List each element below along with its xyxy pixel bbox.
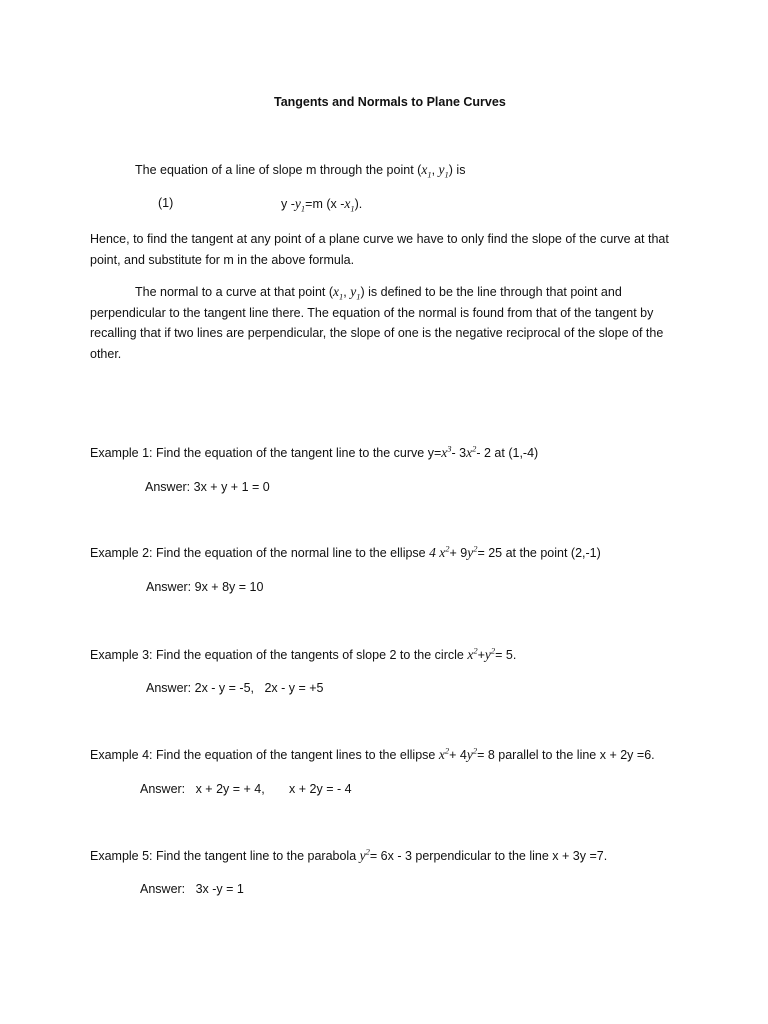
hence-paragraph: Hence, to find the tangent at any point of a plane curve we have to only find the slope of the curve at that point, and substitute for m in the above formula. — [90, 232, 669, 267]
example-2-answer: Answer: 9x + 8y = 10 — [146, 580, 264, 594]
example-3-question: Example 3: Find the equation of the tangents of slope 2 to the circle $x^2+y^2= 5$. — [90, 645, 517, 662]
example-1-answer: Answer: 3x + y + 1 = 0 — [145, 480, 270, 494]
page-title: Tangents and Normals to Plane Curves — [274, 95, 506, 109]
intro-point-close: ) — [448, 163, 453, 177]
example-5-question: Example 5: Find the tangent line to the parabola $y^2= 6x - 3$ perpendicular to the line x + 3y =7. — [90, 846, 608, 863]
normal-paragraph: The normal to a curve at that point ($x_1$, $y_1$) is defined to be the line through that point and perpendicular to the tangent line there. The equation of the normal is found from that of the tangent by recalling that if two lines are perpendicular, the slope of one is the negative reciprocal of the slope of the other. — [90, 284, 664, 361]
example-4-answer: Answer: x + 2y = + 4, x + 2y = - 4 — [140, 782, 352, 796]
intro-x1: $x_1$ — [421, 162, 432, 180]
formula-equation: y $-y_1=m$ (x $-x_1$). — [281, 196, 363, 214]
formula-number: (1) — [158, 196, 174, 210]
intro-point-open: ( — [417, 163, 422, 177]
formula-y1: $y_1$ — [294, 196, 306, 214]
example-1-question: Example 1: Find the equation of the tangent line to the curve $y=x^3-$ $3x^2-$ 2 at (1,-4) — [90, 443, 539, 460]
intro-comma: , — [431, 163, 439, 177]
example-4-question: Example 4: Find the equation of the tangent lines to the ellipse $x^2+ 4y^2= 8$ parallel to the line x + 2y =6. — [90, 745, 655, 762]
intro-line — [135, 162, 466, 180]
example-2-question: Example 2: Find the equation of the normal line to the ellipse 4 $x^2+ 9y^2= 25$ at the point (2,-1) — [90, 543, 601, 560]
example-3-answer: Answer: 2x - y = -5, 2x - y = +5 — [146, 681, 324, 695]
intro-tail: is — [452, 163, 466, 177]
normal-x1: $x_1$ — [333, 284, 344, 302]
intro-y1: $y_1$ — [438, 162, 449, 180]
formula-x1: $x_1$ — [344, 196, 355, 214]
normal-y1: $y_1$ — [350, 284, 361, 302]
example-5-answer: Answer: 3x -y = 1 — [140, 882, 244, 896]
intro-lead: The equation of a line of slope m through the point — [135, 163, 418, 177]
